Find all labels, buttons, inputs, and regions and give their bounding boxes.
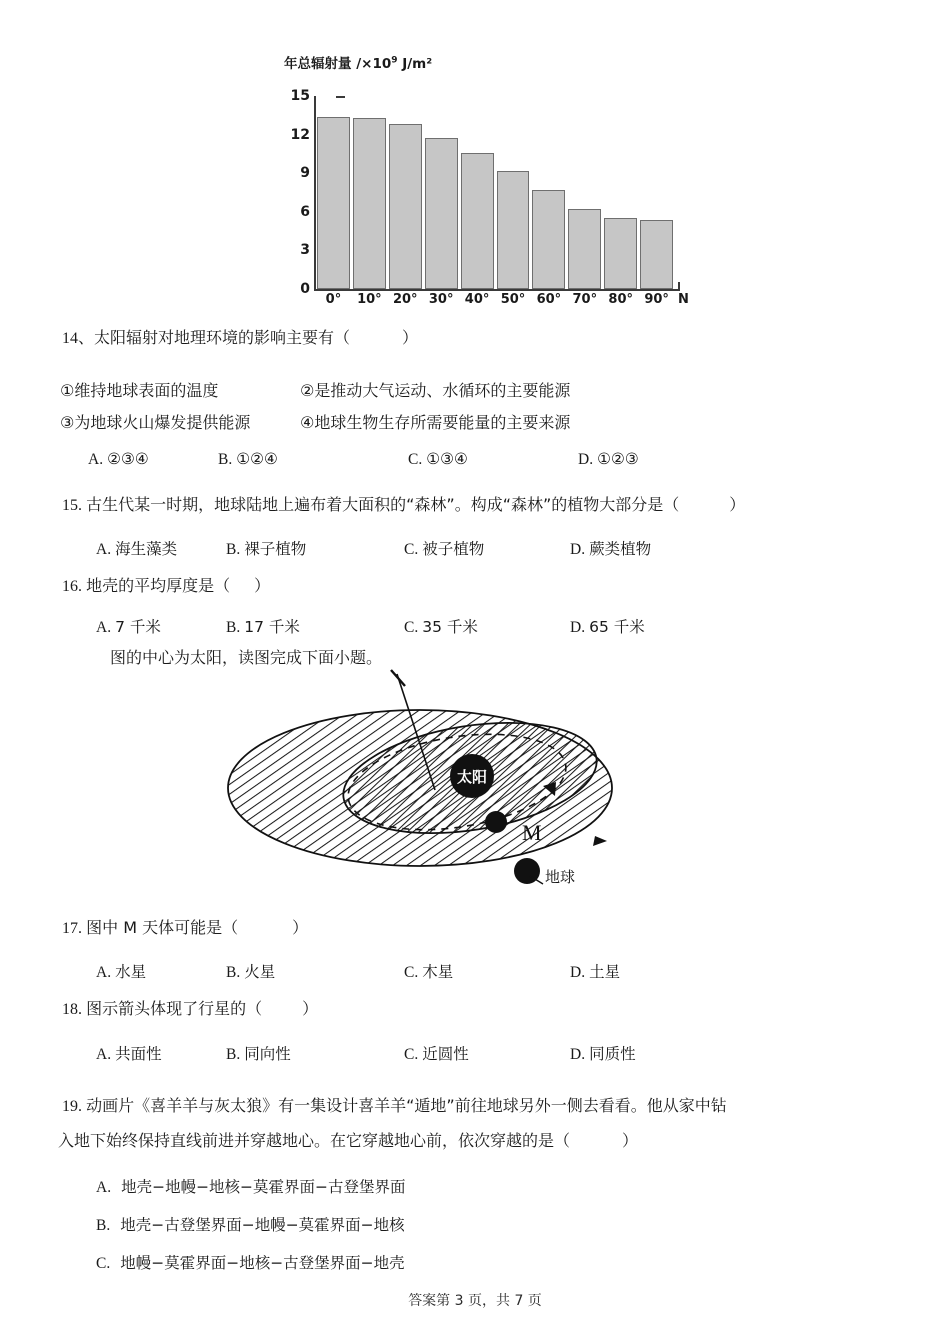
option-letter: D. <box>570 964 586 981</box>
page-footer: 答案第 3 页，共 7 页 <box>408 1293 542 1309</box>
option-text: 被子植物 <box>422 540 485 558</box>
question-14-option-c[interactable] <box>408 450 468 469</box>
option-letter: A. <box>96 1179 112 1196</box>
chart-bar <box>604 218 637 289</box>
lead-in-text: 图的中心为太阳，读图完成下面小题。 <box>110 648 383 667</box>
question-19-stem-text-2: 入地下始终保持直线前进并穿越地心。在它穿越地心前，依次穿越的是（ <box>58 1131 571 1150</box>
chart-title <box>284 52 432 72</box>
y-axis-tick-label: 9 <box>300 165 310 182</box>
option-letter: A. <box>96 1046 112 1063</box>
question-19-number: 19. <box>62 1098 82 1115</box>
question-14-stem-text: 太阳辐射对地理环境的影响主要有（ <box>94 328 351 347</box>
question-14-option-d[interactable] <box>578 450 639 469</box>
question-18-option-a[interactable] <box>96 1042 162 1064</box>
option-text: ①②④ <box>236 450 278 468</box>
option-letter: B. <box>226 1046 241 1063</box>
option-letter: A. <box>96 964 112 981</box>
option-text: 65 千米 <box>589 618 645 636</box>
option-letter: B. <box>96 1217 111 1234</box>
option-letter: B. <box>226 619 241 636</box>
chart-bar <box>640 220 673 289</box>
option-letter: A. <box>96 619 112 636</box>
option-letter: D. <box>578 451 594 468</box>
option-text: ①②③ <box>597 450 639 468</box>
option-letter: D. <box>570 619 586 636</box>
option-letter: C. <box>404 1046 419 1063</box>
question-14-statement-3 <box>60 415 250 432</box>
question-15-option-a[interactable] <box>96 537 177 559</box>
question-15-option-c[interactable] <box>404 537 484 559</box>
question-16-stem <box>62 578 270 595</box>
planet-m-body <box>485 811 507 833</box>
question-19-option-c[interactable] <box>96 1251 405 1273</box>
y-axis-line <box>314 96 316 291</box>
x-axis-tick-label: 70° <box>572 292 598 307</box>
y-axis-tick-label: 3 <box>300 242 310 259</box>
option-text: 共面性 <box>115 1045 162 1063</box>
question-16-stem-text: 地壳的平均厚度是（ <box>86 576 231 595</box>
y-axis-tick-label: 6 <box>300 203 310 220</box>
option-letter: C. <box>404 619 419 636</box>
question-16-option-a[interactable] <box>96 615 161 637</box>
question-15-stem <box>62 497 745 514</box>
option-letter: B. <box>226 541 241 558</box>
option-letter: B. <box>218 451 233 468</box>
option-text: 水星 <box>115 963 147 981</box>
question-14-statement-2 <box>300 383 570 400</box>
question-17-stem-text: 图中 M 天体可能是（ <box>86 918 239 937</box>
earth-label: 地球 <box>545 868 576 886</box>
question-17-option-d[interactable] <box>570 960 620 982</box>
x-axis-tick-label: 50° <box>500 292 526 307</box>
option-letter: C. <box>404 964 419 981</box>
x-axis-tick-label: 0° <box>325 292 342 307</box>
chart-bar <box>317 117 350 289</box>
option-text: 17 千米 <box>244 618 300 636</box>
option-text: 35 千米 <box>422 618 478 636</box>
x-axis-end-tick <box>678 282 680 291</box>
option-text: 蕨类植物 <box>589 540 652 558</box>
question-14-option-a[interactable] <box>88 450 149 469</box>
question-17-stem <box>62 920 308 937</box>
x-axis-unit-label: N <box>678 292 689 307</box>
x-axis-tick-label: 30° <box>428 292 454 307</box>
orbit-direction-arrow-outer <box>593 836 607 846</box>
x-axis-tick-label: 10° <box>357 292 382 307</box>
option-letter: D. <box>570 1046 586 1063</box>
solar-system-orbit-diagram <box>225 660 655 910</box>
question-19-option-b[interactable] <box>96 1213 405 1235</box>
x-axis-tick-label: 80° <box>608 292 633 307</box>
question-16-number: 16. <box>62 578 82 595</box>
question-14-option-b[interactable] <box>218 450 278 469</box>
chart-bars <box>317 96 673 289</box>
chart-bar <box>389 124 422 289</box>
option-text: ②③④ <box>107 450 149 468</box>
question-15-number: 15. <box>62 497 82 514</box>
x-axis-tick-label: 90° <box>644 292 669 307</box>
option-text: 近圆性 <box>422 1045 469 1063</box>
chart-bar <box>568 209 601 289</box>
question-19-option-a[interactable] <box>96 1175 406 1197</box>
question-15-stem-close: ） <box>729 495 746 514</box>
question-18-number: 18. <box>62 1001 82 1018</box>
option-letter: A. <box>96 541 112 558</box>
statement-text: ④地球生物生存所需要能量的主要来源 <box>300 413 571 432</box>
option-letter: D. <box>570 541 586 558</box>
question-18-stem-close: ） <box>302 999 319 1018</box>
chart-bar <box>353 118 386 289</box>
question-16-option-d[interactable] <box>570 615 645 637</box>
question-14-stem-close: ） <box>402 328 419 347</box>
x-axis-tick-labels <box>317 292 673 307</box>
question-18-stem <box>62 1001 318 1018</box>
y-axis-tick-label: 0 <box>300 281 310 297</box>
orbit-diagram-svg <box>225 660 655 910</box>
planet-m-label: M <box>522 820 542 845</box>
x-axis-tick-label: 40° <box>464 292 490 307</box>
question-14-statement-4 <box>300 415 570 432</box>
y-axis-tick-label: 12 <box>290 126 310 143</box>
option-letter: C. <box>404 541 419 558</box>
question-19-stem-close: ） <box>622 1131 639 1150</box>
question-17-option-c[interactable] <box>404 960 453 982</box>
option-text: 7 千米 <box>115 618 161 636</box>
question-16-option-b[interactable] <box>226 615 300 637</box>
x-axis-line <box>314 289 680 291</box>
solar-radiation-bar-chart <box>270 52 690 314</box>
question-15-option-b[interactable] <box>226 537 306 559</box>
x-axis-tick-label: 60° <box>536 292 562 307</box>
question-15-stem-text: 古生代某一时期，地球陆地上遍布着大面积的“森林”。构成“森林”的植物大部分是（ <box>86 495 680 514</box>
chart-bar <box>425 138 458 289</box>
option-letter: B. <box>226 964 241 981</box>
chart-bar <box>532 190 565 289</box>
question-14-statement-1 <box>60 383 218 400</box>
chart-bar <box>497 171 530 289</box>
option-text: 海生藻类 <box>115 540 178 558</box>
option-letter: A. <box>88 451 104 468</box>
sun-label: 太阳 <box>456 768 488 786</box>
question-18-option-c[interactable] <box>404 1042 469 1064</box>
option-text: 同质性 <box>589 1045 636 1063</box>
question-15-option-d[interactable] <box>570 537 651 559</box>
option-text: 土星 <box>589 963 621 981</box>
statement-text: ①维持地球表面的温度 <box>60 381 219 400</box>
question-17-option-b[interactable] <box>226 960 275 982</box>
option-text: 地壳−地幔−地核−莫霍界面−古登堡界面 <box>121 1178 406 1196</box>
chart-title-main: 年总辐射量 /×10 <box>284 56 392 72</box>
question-14-number: 14、 <box>62 330 95 347</box>
question-17-option-a[interactable] <box>96 960 146 982</box>
question-16-stem-close: ） <box>254 576 271 595</box>
orbit-tilt-axis-tick <box>391 670 405 686</box>
question-18-stem-text: 图示箭头体现了行星的（ <box>86 999 263 1018</box>
chart-plot-area <box>284 88 689 307</box>
option-text: 裸子植物 <box>244 540 307 558</box>
question-16-option-c[interactable] <box>404 615 478 637</box>
question-18-option-d[interactable] <box>570 1042 636 1064</box>
option-text: 地幔−莫霍界面−地核−古登堡界面−地壳 <box>120 1254 405 1272</box>
option-text: 同向性 <box>244 1045 291 1063</box>
option-text: 木星 <box>422 963 454 981</box>
question-18-option-b[interactable] <box>226 1042 291 1064</box>
option-text: 地壳−古登堡界面−地幔−莫霍界面−地核 <box>120 1216 405 1234</box>
chart-title-exponent: 9 <box>391 55 398 66</box>
statement-text: ②是推动大气运动、水循环的主要能源 <box>300 381 571 400</box>
question-17-stem-close: ） <box>292 918 309 937</box>
y-axis-tick-mark <box>336 289 345 291</box>
x-axis-tick-label: 20° <box>392 292 418 307</box>
option-letter: C. <box>96 1255 111 1272</box>
option-text: ①③④ <box>426 450 468 468</box>
y-axis-tick-label: 15 <box>290 88 310 104</box>
option-letter: C. <box>408 451 423 468</box>
option-text: 火星 <box>244 963 276 981</box>
statement-text: ③为地球火山爆发提供能源 <box>60 413 251 432</box>
chart-bar <box>461 153 494 289</box>
question-14-stem <box>62 330 418 347</box>
question-19-stem-line2 <box>58 1133 638 1150</box>
chart-title-tail: J/m² <box>397 56 433 72</box>
question-19-stem-line1 <box>62 1098 727 1115</box>
question-17-number: 17. <box>62 920 82 937</box>
question-19-stem-text-1: 动画片《喜羊羊与灰太狼》有一集设计喜羊羊“遁地”前往地球另外一侧去看看。他从家中钻 <box>86 1096 727 1115</box>
